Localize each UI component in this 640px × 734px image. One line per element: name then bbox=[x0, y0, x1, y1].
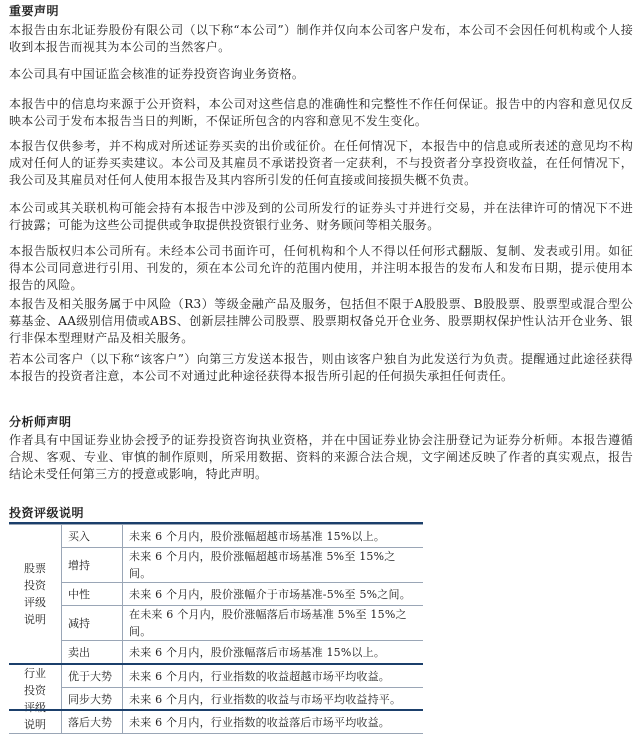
table-row bbox=[9, 688, 423, 711]
rating-level: 中性 bbox=[62, 583, 123, 606]
rating-description: 未来 6 个月内，股价涨幅超越市场基准 15%以上。 bbox=[123, 525, 424, 548]
disclaimer-paragraph-8: 若本公司客户（以下称“该客户”）向第三方发送本报告，则由该客户独自为此发送行为负责。提醒通过此途径获得本报告的投资者注意，本公司不对通过此种途径获得本报告所引起的任何损失承担任何责任。 bbox=[9, 352, 633, 383]
disclaimer-title: 重要声明 bbox=[9, 4, 60, 18]
ratings-title: 投资评级说明 bbox=[9, 506, 85, 520]
rating-description: 未来 6 个月内，股价涨幅落后市场基准 15%以上。 bbox=[123, 641, 424, 665]
rating-description: 在未来 6 个月内，股价涨幅落后市场基准 5%至 15%之间。 bbox=[123, 606, 424, 641]
rating-level: 卖出 bbox=[62, 641, 123, 665]
table-row bbox=[9, 548, 423, 583]
rating-level: 同步大势 bbox=[62, 688, 123, 711]
disclaimer-paragraph-5: 本公司或其关联机构可能会持有本报告中涉及到的公司所发行的证券头寸并进行交易，并在法律许可的情况下不进行披露；可能为这些公司提供或争取提供投资银行业务、财务顾问等相关服务。 bbox=[9, 201, 633, 232]
analyst-title: 分析师声明 bbox=[9, 415, 72, 429]
table-row bbox=[9, 525, 423, 548]
rating-description: 未来 6 个月内，股价涨幅超越市场基准 5%至 15%之间。 bbox=[123, 548, 424, 583]
analyst-statement: 作者具有中国证券业协会授予的证券投资咨询执业资格，并在中国证券业协会注册登记为证券分析师。本报告遵循合规、客观、专业、审慎的制作原则，所采用数据、资料的来源合法合规，文字阐述反映了作者的真实观点，报告结论未受任何第三方的授意或影响，特此声明。 bbox=[9, 433, 633, 481]
disclaimer-paragraph-6: 本报告版权归本公司所有。未经本公司书面许可，任何机构和个人不得以任何形式翻版、复制、发表或引用。如征得本公司同意进行引用、刊发的，须在本公司允许的范围内使用，并注明本报告的发布人和发布日期，提示使用本报告的风险。 bbox=[9, 244, 633, 292]
table-row bbox=[9, 641, 423, 665]
table-row bbox=[9, 606, 423, 641]
rating-description: 未来 6 个月内，行业指数的收益落后市场平均收益。 bbox=[123, 711, 424, 734]
ratings-bottom-rule bbox=[9, 709, 423, 711]
disclaimer-paragraph-1: 本报告由东北证券股份有限公司（以下称“本公司”）制作并仅向本公司客户发布，本公司不会因任何机构或个人接收到本报告而视其为本公司的当然客户。 bbox=[9, 23, 633, 54]
table-row bbox=[9, 711, 423, 734]
rating-level: 落后大势 bbox=[62, 711, 123, 734]
rating-description: 未来 6 个月内，行业指数的收益与市场平均收益持平。 bbox=[123, 688, 424, 711]
rating-description: 未来 6 个月内，股价涨幅介于市场基准-5%至 5%之间。 bbox=[123, 583, 424, 606]
table-row bbox=[9, 583, 423, 606]
stock-rating-group: 股票 投资 评级 说明 bbox=[9, 525, 62, 665]
table-row bbox=[9, 664, 423, 688]
rating-description: 未来 6 个月内，行业指数的收益超越市场平均收益。 bbox=[123, 664, 424, 688]
rating-level: 买入 bbox=[62, 525, 123, 548]
rating-level: 增持 bbox=[62, 548, 123, 583]
disclaimer-paragraph-3: 本报告中的信息均来源于公开资料，本公司对这些信息的准确性和完整性不作任何保证。报告中的内容和意见仅反映本公司于发布本报告当日的判断，不保证所包含的内容和意见不发生变化。 bbox=[9, 97, 633, 128]
disclaimer-paragraph-2: 本公司具有中国证监会核准的证券投资咨询业务资格。 bbox=[9, 67, 305, 81]
rating-level: 优于大势 bbox=[62, 664, 123, 688]
rating-level: 减持 bbox=[62, 606, 123, 641]
disclaimer-paragraph-4: 本报告仅供参考，并不构成对所述证券买卖的出价或征价。在任何情况下，本报告中的信息或所表述的意见均不构成对任何人的证券买卖建议。本公司及其雇员不承诺投资者一定获利，不与投资者分享投资收益，在任何情况下，我公司及其雇员对任何人使用本报告及其内容所引发的任何直接或间接损失概不负责。 bbox=[9, 139, 633, 187]
disclaimer-paragraph-7: 本报告及相关服务属于中风险（R3）等级金融产品及服务，包括但不限于A股股票、B股股票、股票型或混合型公募基金、AA级别信用债或ABS、创新层挂牌公司股票、股票期权备兑开仓业务、股票期权保护性认沽开仓业务、银行非保本型理财产品及相关服务。 bbox=[9, 297, 633, 345]
rating-table bbox=[9, 524, 423, 734]
industry-rating-group: 行业 投资 评级 说明 bbox=[9, 664, 62, 734]
